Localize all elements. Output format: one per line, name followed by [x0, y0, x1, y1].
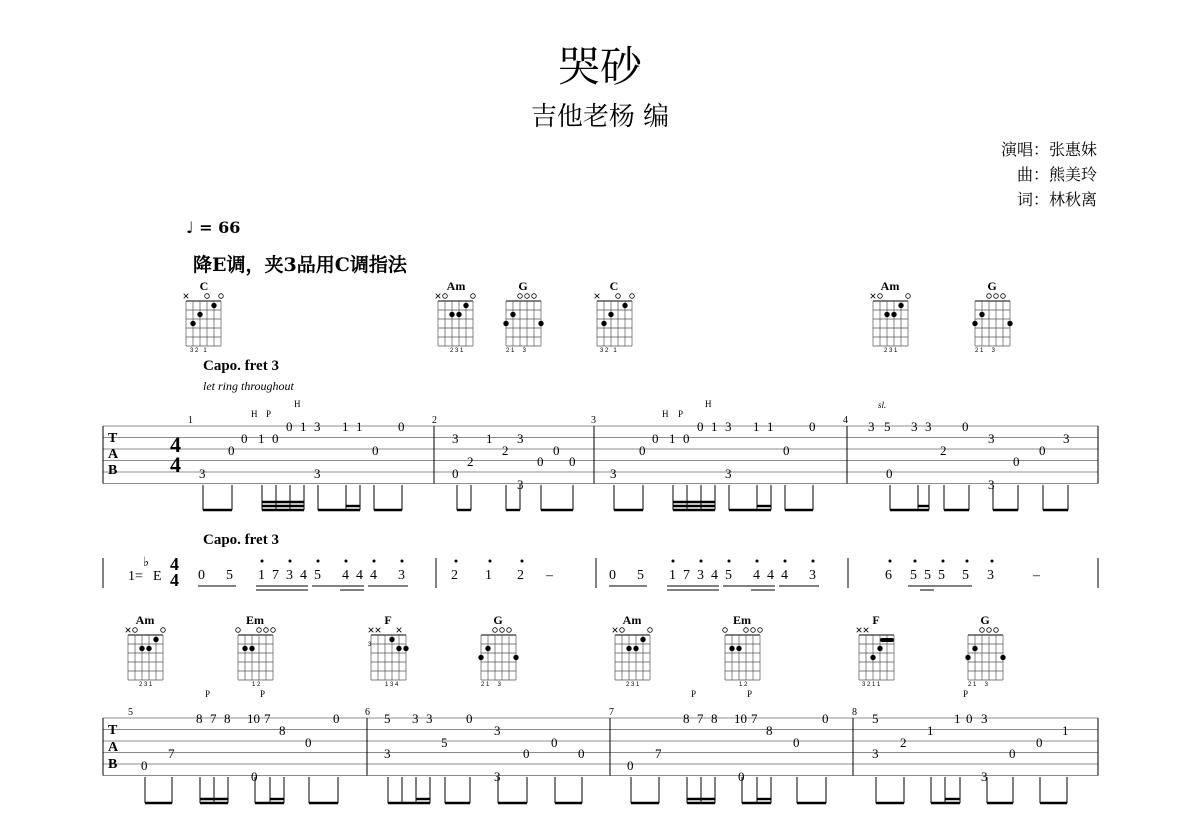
tab-clef-b-2: B	[108, 757, 118, 772]
tab-note: 1	[767, 419, 774, 434]
slide-label: sl.	[878, 400, 887, 410]
tab-measure-7	[627, 711, 829, 784]
tab-note: 8	[711, 711, 718, 726]
pull-off-label: P	[678, 409, 684, 419]
jianpu-note: 3	[809, 568, 816, 583]
tab-note: 8	[196, 711, 203, 726]
jianpu-note: 4	[767, 568, 774, 583]
tab-measure-5	[141, 711, 340, 784]
tab-note: 0	[683, 431, 690, 446]
tab-note: 7	[697, 711, 704, 726]
tab-note: 0	[141, 758, 148, 773]
jianpu-time-bottom: 4	[170, 570, 179, 590]
tab-note: 0	[627, 758, 634, 773]
jianpu-note: 4	[342, 568, 349, 583]
jianpu-note: 1	[669, 568, 676, 583]
tab-note: 8	[224, 711, 231, 726]
tab-note: 1	[300, 419, 307, 434]
hammer-on-label: H	[251, 409, 258, 419]
tab-note: 0	[822, 711, 829, 726]
tab-measure-6	[384, 711, 585, 784]
tab-note: 7	[168, 746, 175, 761]
measure-number: 6	[365, 707, 370, 718]
chord-name: G	[980, 613, 990, 627]
tab-note: 1	[927, 723, 934, 738]
tab-measure-4	[868, 419, 1070, 492]
jianpu-note: –	[1033, 568, 1040, 583]
measure-number: 8	[852, 707, 857, 718]
chord-fret-number: 3	[368, 642, 372, 648]
jianpu-note: 5	[637, 568, 644, 583]
tab-measure-1	[199, 419, 405, 481]
jianpu-note: 5	[938, 568, 945, 583]
tab-measure-3	[610, 419, 816, 481]
tab-note: 3	[199, 466, 206, 481]
chord-name: G	[987, 279, 997, 293]
tab-note: 8	[279, 723, 286, 738]
tab-note: 3	[494, 769, 501, 784]
tab-note: 0	[553, 443, 560, 458]
chord-name: Em	[733, 613, 751, 627]
chord-fingering: 2 1 3	[481, 682, 502, 688]
jianpu-note: 3	[697, 568, 704, 583]
tab-note: 0	[738, 769, 745, 784]
tab-note: 3	[981, 769, 988, 784]
tab-note: 2	[900, 735, 907, 750]
flat-icon: ♭	[143, 555, 150, 570]
tab-note: 5	[384, 711, 391, 726]
tab-note: 3	[872, 746, 879, 761]
jianpu-note: 0	[198, 568, 205, 583]
tab-note: 2	[467, 454, 474, 469]
arranger: 吉他老杨 编	[530, 102, 670, 132]
jianpu-note: 5	[962, 568, 969, 583]
tab-clef-a-2: A	[108, 740, 119, 755]
tab-note: 0	[1039, 443, 1046, 458]
jianpu-note: 5	[314, 568, 321, 583]
tempo-value: = 66	[199, 218, 241, 237]
jianpu-note: 7	[683, 568, 690, 583]
hammer-on-label: H	[705, 399, 712, 409]
tab-note: 1	[954, 711, 961, 726]
chord-fingering: 2 1 3	[506, 348, 527, 354]
jianpu-key-note: E	[153, 569, 162, 584]
jianpu-note: 3	[286, 568, 293, 583]
time-sig-top: 4	[170, 432, 181, 457]
tab-note: 0	[286, 419, 293, 434]
tab-note: 3	[384, 746, 391, 761]
tab-clef-t: T	[108, 431, 118, 446]
pull-off-label: P	[260, 689, 266, 699]
chord-fingering: 3 2 1 1	[862, 682, 881, 688]
jianpu-note: 4	[370, 568, 377, 583]
lyricist-credit: 词：林秋离	[1016, 190, 1097, 209]
jianpu-note: 5	[910, 568, 917, 583]
measure-number: 7	[609, 707, 614, 718]
pull-off-label: P	[963, 689, 969, 699]
jianpu-note: 4	[781, 568, 788, 583]
jianpu-note: 5	[924, 568, 931, 583]
tab-note: 0	[1013, 454, 1020, 469]
tab-note: 8	[766, 723, 773, 738]
jianpu-note: 1	[258, 568, 265, 583]
tab-note: 10	[247, 711, 260, 726]
measure-number: 1	[188, 415, 193, 426]
tab-note: 3	[988, 477, 995, 492]
tab-note: 7	[655, 746, 662, 761]
jianpu-note: 3	[398, 568, 405, 583]
capo-label: Capo. fret 3	[203, 358, 279, 374]
pull-off-label: P	[205, 689, 211, 699]
jianpu-note: 7	[272, 568, 279, 583]
tab-note: 5	[441, 735, 448, 750]
tab-note: 0	[569, 454, 576, 469]
tab-note: 0	[1009, 746, 1016, 761]
tab-note: 3	[517, 477, 524, 492]
jianpu-note: 4	[356, 568, 363, 583]
tab-note: 1	[669, 431, 676, 446]
tab-note: 3	[517, 431, 524, 446]
chord-name: Am	[622, 613, 642, 627]
tab-note: 1	[258, 431, 265, 446]
measure-number: 4	[843, 415, 848, 426]
key-note: 降E调，夹3品用C调指法	[193, 254, 407, 276]
jianpu-note: 2	[451, 568, 458, 583]
tab-note: 0	[372, 443, 379, 458]
tab-measure-2	[452, 431, 576, 492]
tab-note: 1	[753, 419, 760, 434]
jianpu-note: –	[546, 568, 553, 583]
tab-note: 3	[988, 431, 995, 446]
tab-note: 10	[734, 711, 747, 726]
tab-measure-8	[872, 711, 1069, 784]
hammer-on-label: H	[662, 409, 669, 419]
tab-note: 0	[228, 443, 235, 458]
chord-fingering: 2 3 1	[139, 682, 153, 688]
tab-note: 0	[809, 419, 816, 434]
chord-name: Am	[446, 279, 466, 293]
jianpu-time-top: 4	[170, 554, 179, 574]
jianpu-note: 4	[711, 568, 718, 583]
tab-note: 3	[725, 419, 732, 434]
tab-note: 0	[452, 466, 459, 481]
tab-note: 0	[523, 746, 530, 761]
chord-name: Am	[135, 613, 155, 627]
tab-note: 3	[452, 431, 459, 446]
tab-clef-b: B	[108, 463, 118, 478]
tab-note: 0	[398, 419, 405, 434]
jianpu-note: 4	[300, 568, 307, 583]
song-title: 哭砂	[557, 42, 642, 91]
tab-note: 8	[683, 711, 690, 726]
tab-note: 0	[537, 454, 544, 469]
chord-name: F	[384, 613, 392, 627]
tab-note: 0	[652, 431, 659, 446]
tab-note: 0	[886, 466, 893, 481]
tab-note: 0	[962, 419, 969, 434]
tab-note: 3	[412, 711, 419, 726]
pull-off-label: P	[266, 409, 272, 419]
chord-name: C	[609, 279, 619, 293]
tab-note: 5	[884, 419, 891, 434]
tab-note: 3	[314, 419, 321, 434]
tab-note: 3	[868, 419, 875, 434]
tab-note: 7	[751, 711, 758, 726]
singer-credit: 演唱：张惠妹	[1000, 140, 1097, 159]
composer-credit: 曲：熊美玲	[1016, 165, 1097, 184]
chord-fingering: 1 2	[739, 682, 748, 688]
tab-note: 2	[502, 443, 509, 458]
chord-fingering: 2 1 3	[975, 348, 996, 354]
jianpu-note: 6	[885, 568, 892, 583]
measure-number: 2	[432, 415, 437, 426]
chord-fingering: 2 1 3	[968, 682, 989, 688]
jianpu-note: 1	[485, 568, 492, 583]
tab-note: 0	[241, 431, 248, 446]
let-ring-label: let ring throughout	[203, 379, 294, 393]
tab-note: 3	[426, 711, 433, 726]
jianpu-note: 4	[753, 568, 760, 583]
tab-note: 1	[1062, 723, 1069, 738]
tab-note: 1	[486, 431, 493, 446]
tab-note: 3	[494, 723, 501, 738]
tab-note: 0	[578, 746, 585, 761]
tab-note: 0	[551, 735, 558, 750]
hammer-on-label: H	[294, 399, 301, 409]
quarter-note-icon: ♩	[186, 218, 194, 237]
measure-number: 5	[128, 707, 133, 718]
jianpu-note: 5	[725, 568, 732, 583]
tab-note: 3	[725, 466, 732, 481]
chord-fingering: 2 3 1	[626, 682, 640, 688]
tab-note: 5	[872, 711, 879, 726]
tab-note: 1	[356, 419, 363, 434]
jianpu-key: 1=	[128, 569, 143, 584]
jianpu-note: 0	[609, 568, 616, 583]
measure-number: 3	[591, 415, 596, 426]
chord-fingering: 2 3 1	[884, 348, 898, 354]
jianpu-note: 5	[226, 568, 233, 583]
chord-name: Am	[880, 279, 900, 293]
tab-note: 7	[210, 711, 217, 726]
tab-note: 3	[610, 466, 617, 481]
tab-note: 3	[1063, 431, 1070, 446]
chord-name: G	[493, 613, 503, 627]
chord-fingering: 2 3 1	[450, 348, 464, 354]
tab-note: 0	[783, 443, 790, 458]
tab-note: 2	[940, 443, 947, 458]
tab-note: 3	[925, 419, 932, 434]
chord-fingering: 3 2 1	[190, 348, 207, 354]
chord-name: G	[518, 279, 528, 293]
tab-note: 1	[342, 419, 349, 434]
tab-note: 3	[911, 419, 918, 434]
tab-note: 7	[264, 711, 271, 726]
tab-note: 1	[711, 419, 718, 434]
tab-clef-a: A	[108, 447, 119, 462]
tab-note: 0	[966, 711, 973, 726]
chord-fingering: 3 2 1	[600, 348, 617, 354]
tab-note: 0	[272, 431, 279, 446]
tab-note: 0	[639, 443, 646, 458]
capo-label-jianpu: Capo. fret 3	[203, 532, 279, 548]
chord-name: Em	[246, 613, 264, 627]
jianpu-note: 2	[517, 568, 524, 583]
jianpu-note: 3	[987, 568, 994, 583]
tab-note: 3	[981, 711, 988, 726]
pull-off-label: P	[691, 689, 697, 699]
tab-note: 0	[333, 711, 340, 726]
tab-note: 0	[251, 769, 258, 784]
tab-note: 0	[1036, 735, 1043, 750]
chord-fingering: 1 2	[252, 682, 261, 688]
tab-note: 0	[466, 711, 473, 726]
tab-note: 0	[697, 419, 704, 434]
tab-note: 0	[305, 735, 312, 750]
pull-off-label: P	[747, 689, 753, 699]
tab-clef-t-2: T	[108, 723, 118, 738]
chord-fingering: 1 3 4	[385, 682, 399, 688]
chord-name: C	[199, 279, 209, 293]
chord-name: F	[872, 613, 880, 627]
tab-note: 3	[314, 466, 321, 481]
tab-note: 0	[793, 735, 800, 750]
time-sig-bottom: 4	[170, 452, 181, 477]
